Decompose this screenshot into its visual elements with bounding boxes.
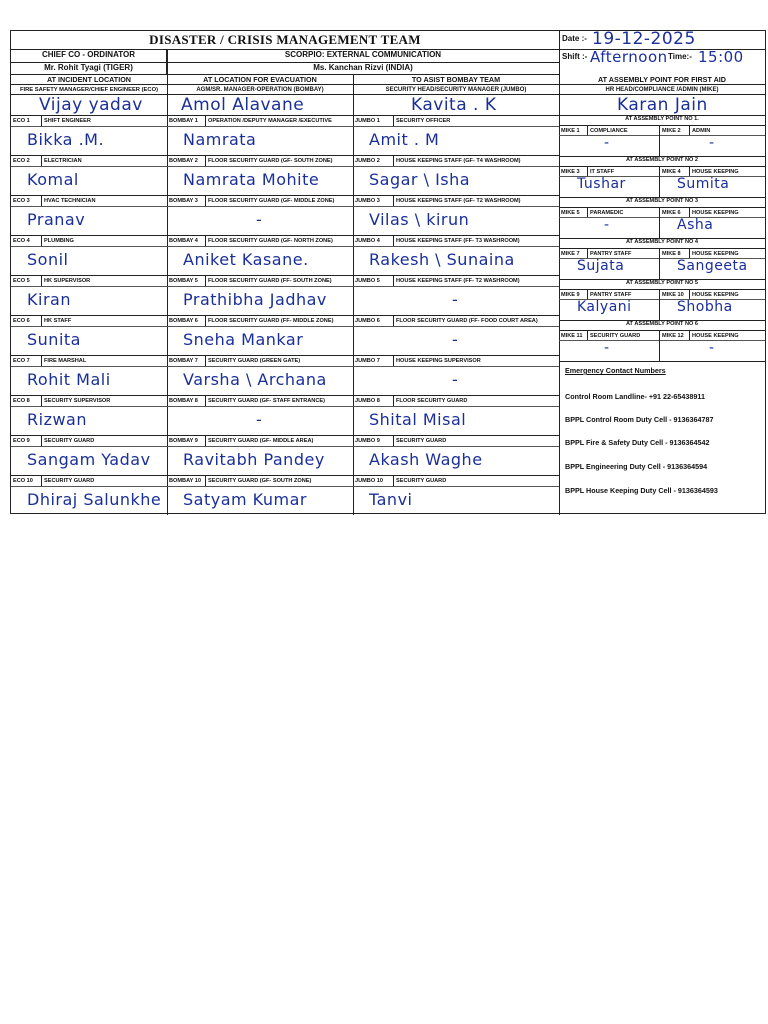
- assembly-role: IT STAFF: [590, 169, 615, 175]
- assembly-role: ADMIN: [692, 128, 711, 134]
- bombay-member-name[interactable]: Namrata Mohite: [183, 170, 320, 189]
- jumbo-role: FLOOR SECURITY GUARD (FF- FOOD COURT AREA): [396, 318, 538, 324]
- label-underline: [11, 126, 167, 127]
- code-divider: [205, 476, 206, 486]
- bombay-role: FLOOR SECURITY GUARD (GF- SOUTH ZONE): [208, 158, 333, 164]
- row-divider: [11, 395, 559, 396]
- label-underline: [167, 366, 353, 367]
- assembly-code-divider: [587, 289, 588, 299]
- assembly-role: SECURITY GUARD: [590, 333, 641, 339]
- assembly-member-name[interactable]: Tushar: [577, 176, 626, 192]
- label-underline: [353, 246, 559, 247]
- assembly-member-name[interactable]: Shobha: [677, 299, 733, 315]
- assembly-divider: [559, 207, 765, 208]
- bombay-code: BOMBAY 9: [169, 438, 198, 444]
- assembly-role: HOUSE KEEPING: [692, 169, 739, 175]
- code-divider: [41, 276, 42, 286]
- bombay-code: BOMBAY 4: [169, 238, 198, 244]
- code-divider: [41, 156, 42, 166]
- label-underline: [353, 126, 559, 127]
- jumbo-code: JUMBO 7: [355, 358, 380, 364]
- code-divider: [393, 196, 394, 206]
- assembly-code: MIKE 7: [561, 251, 580, 257]
- assembly-point-header: AT ASSEMBLY POINT NO 1.: [625, 116, 699, 122]
- label-underline: [167, 126, 353, 127]
- emergency-line: BPPL Engineering Duty Cell - 9136364594: [565, 462, 708, 471]
- chief-name: Mr. Rohit Tyagi (TIGER): [11, 62, 167, 75]
- label-underline: [353, 446, 559, 447]
- assembly-point-header: AT ASSEMBLY POINT NO 6: [625, 321, 699, 327]
- assembly-point-header: AT ASSEMBLY POINT NO 3: [625, 198, 699, 204]
- label-underline: [11, 366, 167, 367]
- bombay-member-name[interactable]: -: [256, 210, 263, 229]
- label-underline: [167, 486, 353, 487]
- jumbo-role: HOUSE KEEPING STAFF (FF- T2 WASHROOM): [396, 278, 520, 284]
- code-divider: [41, 316, 42, 326]
- assembly-member-name[interactable]: Asha: [677, 217, 714, 233]
- eco-head-label: FIRE SAFETY MANAGER/CHIEF ENGINEER (ECO): [11, 85, 167, 95]
- assembly-code-divider: [689, 125, 690, 135]
- assembly-code-divider: [689, 289, 690, 299]
- eco-role: SHIFT ENGINEER: [44, 118, 91, 124]
- assembly-role: PANTRY STAFF: [590, 292, 632, 298]
- shift-value[interactable]: Afternoon: [590, 48, 668, 66]
- jumbo-member-name[interactable]: Shital Misal: [369, 410, 467, 429]
- jumbo-head-label: SECURITY HEAD/SECURITY MANAGER (JUMBO): [353, 85, 559, 95]
- row-divider: [11, 275, 559, 276]
- assembly-member-name[interactable]: -: [709, 340, 715, 356]
- assembly-code-divider: [689, 207, 690, 217]
- jumbo-member-name[interactable]: Vilas \ kirun: [369, 210, 470, 229]
- row-divider: [11, 435, 559, 436]
- shift-label: Shift :-: [562, 52, 588, 61]
- code-divider: [393, 156, 394, 166]
- assembly-mid-divider: [659, 207, 660, 238]
- label-underline: [11, 446, 167, 447]
- bombay-code: BOMBAY 5: [169, 278, 198, 284]
- assembly-mid-divider: [659, 166, 660, 197]
- emergency-line: Control Room Landline- +91 22-65438911: [565, 392, 706, 401]
- assembly-role: HOUSE KEEPING: [692, 333, 739, 339]
- eco-role: HK SUPERVISOR: [44, 278, 91, 284]
- eco-member-name[interactable]: Sunita: [27, 330, 81, 349]
- code-divider: [393, 316, 394, 326]
- row-divider: [11, 315, 559, 316]
- label-underline: [167, 406, 353, 407]
- jumbo-role: FLOOR SECURITY GUARD: [396, 398, 468, 404]
- bombay-role: SECURITY GUARD (GF- SOUTH ZONE): [208, 478, 312, 484]
- bombay-role: FLOOR SECURITY GUARD (GF- NORTH ZONE): [208, 238, 333, 244]
- bombay-member-name[interactable]: Varsha \ Archana: [183, 370, 327, 389]
- code-divider: [205, 196, 206, 206]
- label-underline: [353, 166, 559, 167]
- label-underline: [167, 446, 353, 447]
- assembly-member-name[interactable]: -: [604, 217, 610, 233]
- jumbo-member-name[interactable]: -: [452, 290, 459, 309]
- assembly-member-name[interactable]: Sangeeta: [677, 258, 748, 274]
- scorpio-name: Ms. Kanchan Rizvi (INDIA): [167, 62, 559, 75]
- jumbo-code: JUMBO 1: [355, 118, 380, 124]
- bombay-role: SECURITY GUARD (GREEN GATE): [208, 358, 301, 364]
- label-underline: [11, 166, 167, 167]
- jumbo-role: HOUSE KEEPING STAFF (FF- T3 WASHROOM): [396, 238, 520, 244]
- assembly-code: MIKE 4: [662, 169, 681, 175]
- assembly-member-name[interactable]: -: [604, 135, 610, 151]
- code-divider: [205, 156, 206, 166]
- label-underline: [11, 206, 167, 207]
- jumbo-member-name[interactable]: Rakesh \ Sunaina: [369, 250, 515, 269]
- emergency-contacts: [559, 361, 765, 515]
- jumbo-code: JUMBO 2: [355, 158, 380, 164]
- bombay-role: SECURITY GUARD (GF- MIDDLE AREA): [208, 438, 314, 444]
- label-underline: [167, 246, 353, 247]
- mike-head-name[interactable]: Karan Jain: [617, 95, 708, 115]
- eco-role: SECURITY GUARD: [44, 478, 95, 484]
- section-incident: AT INCIDENT LOCATION: [11, 75, 167, 85]
- assembly-role: HOUSE KEEPING: [692, 210, 739, 216]
- jumbo-code: JUMBO 5: [355, 278, 380, 284]
- jumbo-member-name[interactable]: -: [452, 370, 459, 389]
- bombay-member-name[interactable]: Namrata: [183, 130, 257, 149]
- assembly-role: HOUSE KEEPING: [692, 292, 739, 298]
- bombay-role: OPERATION /DEPUTY MANAGER /EXECUTIVE: [208, 118, 332, 124]
- bombay-code: BOMBAY 6: [169, 318, 198, 324]
- assembly-member-name[interactable]: Kalyani: [577, 299, 632, 315]
- code-divider: [41, 396, 42, 406]
- emergency-line: BPPL House Keeping Duty Cell - 9136364593: [565, 486, 718, 495]
- emergency-line: BPPL Control Room Duty Cell - 9136364787: [565, 415, 714, 424]
- bombay-code: BOMBAY 3: [169, 198, 198, 204]
- eco-role: SECURITY GUARD: [44, 438, 95, 444]
- assembly-point-header: AT ASSEMBLY POINT NO 5: [625, 280, 699, 286]
- bombay-code: BOMBAY 8: [169, 398, 198, 404]
- eco-member-name[interactable]: Komal: [27, 170, 79, 189]
- code-divider: [41, 116, 42, 126]
- assembly-code: MIKE 12: [662, 333, 684, 339]
- bombay-head-label: AGM/SR. MANAGER-OPERATION (BOMBAY): [167, 85, 353, 95]
- assembly-code: MIKE 11: [561, 333, 583, 339]
- bombay-code: BOMBAY 7: [169, 358, 198, 364]
- assembly-divider: [559, 125, 765, 126]
- bombay-code: BOMBAY 10: [169, 478, 202, 484]
- eco-member-name[interactable]: Bikka .M.: [27, 130, 105, 149]
- eco-code: ECO 5: [13, 278, 30, 284]
- eco-role: FIRE MARSHAL: [44, 358, 87, 364]
- label-underline: [353, 366, 559, 367]
- assembly-underline: [559, 340, 765, 341]
- label-underline: [353, 406, 559, 407]
- jumbo-role: SECURITY GUARD: [396, 438, 447, 444]
- label-underline: [11, 246, 167, 247]
- eco-member-name[interactable]: Dhiraj Salunkhe: [27, 490, 162, 509]
- code-divider: [205, 116, 206, 126]
- code-divider: [393, 436, 394, 446]
- assembly-code: MIKE 10: [662, 292, 684, 298]
- eco-member-name[interactable]: Rizwan: [27, 410, 87, 429]
- jumbo-member-name[interactable]: Tanvi: [369, 490, 413, 509]
- assembly-code: MIKE 2: [662, 128, 681, 134]
- assembly-code: MIKE 1: [561, 128, 580, 134]
- bombay-code: BOMBAY 2: [169, 158, 198, 164]
- assembly-role: PANTRY STAFF: [590, 251, 632, 257]
- bombay-member-name[interactable]: Sneha Mankar: [183, 330, 304, 349]
- label-underline: [353, 326, 559, 327]
- eco-role: ELECTRICIAN: [44, 158, 82, 164]
- jumbo-role: SECURITY OFFICER: [396, 118, 451, 124]
- eco-code: ECO 9: [13, 438, 30, 444]
- code-divider: [41, 356, 42, 366]
- crisis-team-form: [10, 30, 766, 514]
- assembly-code-divider: [587, 166, 588, 176]
- jumbo-code: JUMBO 4: [355, 238, 380, 244]
- time-value[interactable]: 15:00: [698, 48, 744, 66]
- assembly-code: MIKE 6: [662, 210, 681, 216]
- assembly-code-divider: [689, 166, 690, 176]
- eco-code: ECO 6: [13, 318, 30, 324]
- bombay-member-name[interactable]: Ravitabh Pandey: [183, 450, 325, 469]
- code-divider: [393, 116, 394, 126]
- eco-member-name[interactable]: Sonil: [27, 250, 69, 269]
- bombay-member-name[interactable]: -: [256, 410, 263, 429]
- label-underline: [11, 486, 167, 487]
- date-value[interactable]: 19-12-2025: [592, 29, 696, 49]
- assembly-code: MIKE 3: [561, 169, 580, 175]
- assembly-mid-divider: [659, 330, 660, 361]
- bombay-head-name[interactable]: Amol Alavane: [181, 95, 305, 115]
- bombay-role: FLOOR SECURITY GUARD (FF- MIDDLE ZONE): [208, 318, 334, 324]
- code-divider: [393, 356, 394, 366]
- bombay-role: FLOOR SECURITY GUARD (GF- MIDDLE ZONE): [208, 198, 335, 204]
- assembly-code-divider: [587, 207, 588, 217]
- assembly-underline: [559, 217, 765, 218]
- assembly-code-divider: [587, 125, 588, 135]
- label-underline: [353, 286, 559, 287]
- eco-role: HVAC TECHNICIAN: [44, 198, 96, 204]
- assembly-member-name[interactable]: Sumita: [677, 176, 730, 192]
- assembly-code-divider: [587, 330, 588, 340]
- jumbo-role: HOUSE KEEPING STAFF (GF- T2 WASHROOM): [396, 198, 521, 204]
- code-divider: [393, 236, 394, 246]
- bombay-code: BOMBAY 1: [169, 118, 198, 124]
- mike-head-label: HR HEAD/COMPLIANCE /ADMIN (MIKE): [559, 85, 765, 95]
- bombay-member-name[interactable]: Satyam Kumar: [183, 490, 307, 509]
- label-underline: [11, 326, 167, 327]
- label-underline: [167, 206, 353, 207]
- code-divider: [393, 276, 394, 286]
- jumbo-role: SECURITY GUARD: [396, 478, 447, 484]
- eco-member-name[interactable]: Pranav: [27, 210, 86, 229]
- eco-code: ECO 4: [13, 238, 30, 244]
- assembly-code: MIKE 9: [561, 292, 580, 298]
- jumbo-code: JUMBO 3: [355, 198, 380, 204]
- row-divider: [11, 235, 559, 236]
- label-underline: [353, 206, 559, 207]
- assembly-code: MIKE 5: [561, 210, 580, 216]
- section-evacuation: AT LOCATION FOR EVACUATION: [167, 75, 353, 85]
- emergency-line: BPPL Fire & Safety Duty Cell - 9136364542: [565, 438, 710, 447]
- code-divider: [41, 436, 42, 446]
- time-label: Time:-: [668, 52, 692, 61]
- assembly-divider: [559, 248, 765, 249]
- assembly-mid-divider: [659, 289, 660, 320]
- label-underline: [11, 286, 167, 287]
- bombay-role: SECURITY GUARD (GF- STAFF ENTRANCE): [208, 398, 325, 404]
- form-title: DISASTER / CRISIS MANAGEMENT TEAM: [11, 31, 559, 50]
- assembly-code-divider: [689, 330, 690, 340]
- label-underline: [167, 326, 353, 327]
- eco-code: ECO 7: [13, 358, 30, 364]
- assembly-divider: [559, 289, 765, 290]
- jumbo-code: JUMBO 8: [355, 398, 380, 404]
- bombay-member-name[interactable]: Prathibha Jadhav: [183, 290, 327, 309]
- assembly-point-header: AT ASSEMBLY POINT NO 2: [625, 157, 699, 163]
- code-divider: [205, 356, 206, 366]
- eco-member-name[interactable]: Sangam Yadav: [27, 450, 151, 469]
- code-divider: [393, 396, 394, 406]
- assembly-member-name[interactable]: Sujata: [577, 258, 625, 274]
- date-shift-block: [559, 31, 765, 67]
- assembly-divider: [559, 330, 765, 331]
- label-underline: [167, 286, 353, 287]
- jumbo-head-name[interactable]: Kavita . K: [411, 95, 497, 115]
- label-underline: [167, 166, 353, 167]
- eco-code: ECO 2: [13, 158, 30, 164]
- bombay-role: FLOOR SECURITY GUARD (FF- SOUTH ZONE): [208, 278, 332, 284]
- assembly-code-divider: [587, 248, 588, 258]
- jumbo-role: HOUSE KEEPING STAFF (GF- T4 WASHROOM): [396, 158, 521, 164]
- section-assist: TO ASIST BOMBAY TEAM: [353, 75, 559, 85]
- scorpio-label: SCORPIO: EXTERNAL COMMUNICATION: [284, 50, 442, 59]
- jumbo-role: HOUSE KEEPING SUPERVISOR: [396, 358, 481, 364]
- jumbo-code: JUMBO 6: [355, 318, 380, 324]
- assembly-code: MIKE 8: [662, 251, 681, 257]
- label-underline: [353, 486, 559, 487]
- date-label: Date :-: [562, 34, 587, 43]
- code-divider: [205, 236, 206, 246]
- code-divider: [205, 316, 206, 326]
- chief-label: CHIEF CO - ORDINATOR: [11, 50, 167, 62]
- assembly-role: PARAMEDIC: [590, 210, 624, 216]
- jumbo-member-name[interactable]: -: [452, 330, 459, 349]
- code-divider: [205, 436, 206, 446]
- label-underline: [11, 406, 167, 407]
- eco-head-name[interactable]: Vijay yadav: [39, 95, 143, 115]
- jumbo-member-name[interactable]: Sagar \ Isha: [369, 170, 471, 189]
- code-divider: [41, 236, 42, 246]
- code-divider: [205, 276, 206, 286]
- code-divider: [41, 196, 42, 206]
- jumbo-code: JUMBO 10: [355, 478, 383, 484]
- emergency-title: Emergency Contact Numbers: [565, 366, 666, 375]
- assembly-member-name[interactable]: -: [604, 340, 610, 356]
- eco-member-name[interactable]: Kiran: [27, 290, 71, 309]
- assembly-role: COMPLIANCE: [590, 128, 628, 134]
- eco-member-name[interactable]: Rohit Mali: [27, 370, 111, 389]
- section-first-aid: AT ASSEMBLY POINT FOR FIRST AID: [559, 75, 765, 85]
- jumbo-member-name[interactable]: Amit . M: [369, 130, 440, 149]
- assembly-underline: [559, 135, 765, 136]
- row-divider: [11, 155, 559, 156]
- code-divider: [41, 476, 42, 486]
- assembly-code-divider: [689, 248, 690, 258]
- code-divider: [393, 476, 394, 486]
- assembly-mid-divider: [659, 248, 660, 279]
- assembly-member-name[interactable]: -: [709, 135, 715, 151]
- jumbo-member-name[interactable]: Akash Waghe: [369, 450, 483, 469]
- code-divider: [205, 396, 206, 406]
- eco-code: ECO 3: [13, 198, 30, 204]
- row-divider: [11, 475, 559, 476]
- row-divider: [11, 355, 559, 356]
- eco-role: HK STAFF: [44, 318, 72, 324]
- eco-code: ECO 8: [13, 398, 30, 404]
- assembly-point-header: AT ASSEMBLY POINT NO 4: [625, 239, 699, 245]
- assembly-role: HOUSE KEEPING: [692, 251, 739, 257]
- eco-code: ECO 1: [13, 118, 30, 124]
- assembly-divider: [559, 166, 765, 167]
- row-divider: [11, 195, 559, 196]
- assembly-mid-divider: [659, 125, 660, 156]
- eco-code: ECO 10: [13, 478, 33, 484]
- eco-role: PLUMBING: [44, 238, 74, 244]
- eco-role: SECURITY SUPERVISOR: [44, 398, 111, 404]
- jumbo-code: JUMBO 9: [355, 438, 380, 444]
- bombay-member-name[interactable]: Aniket Kasane.: [183, 250, 309, 269]
